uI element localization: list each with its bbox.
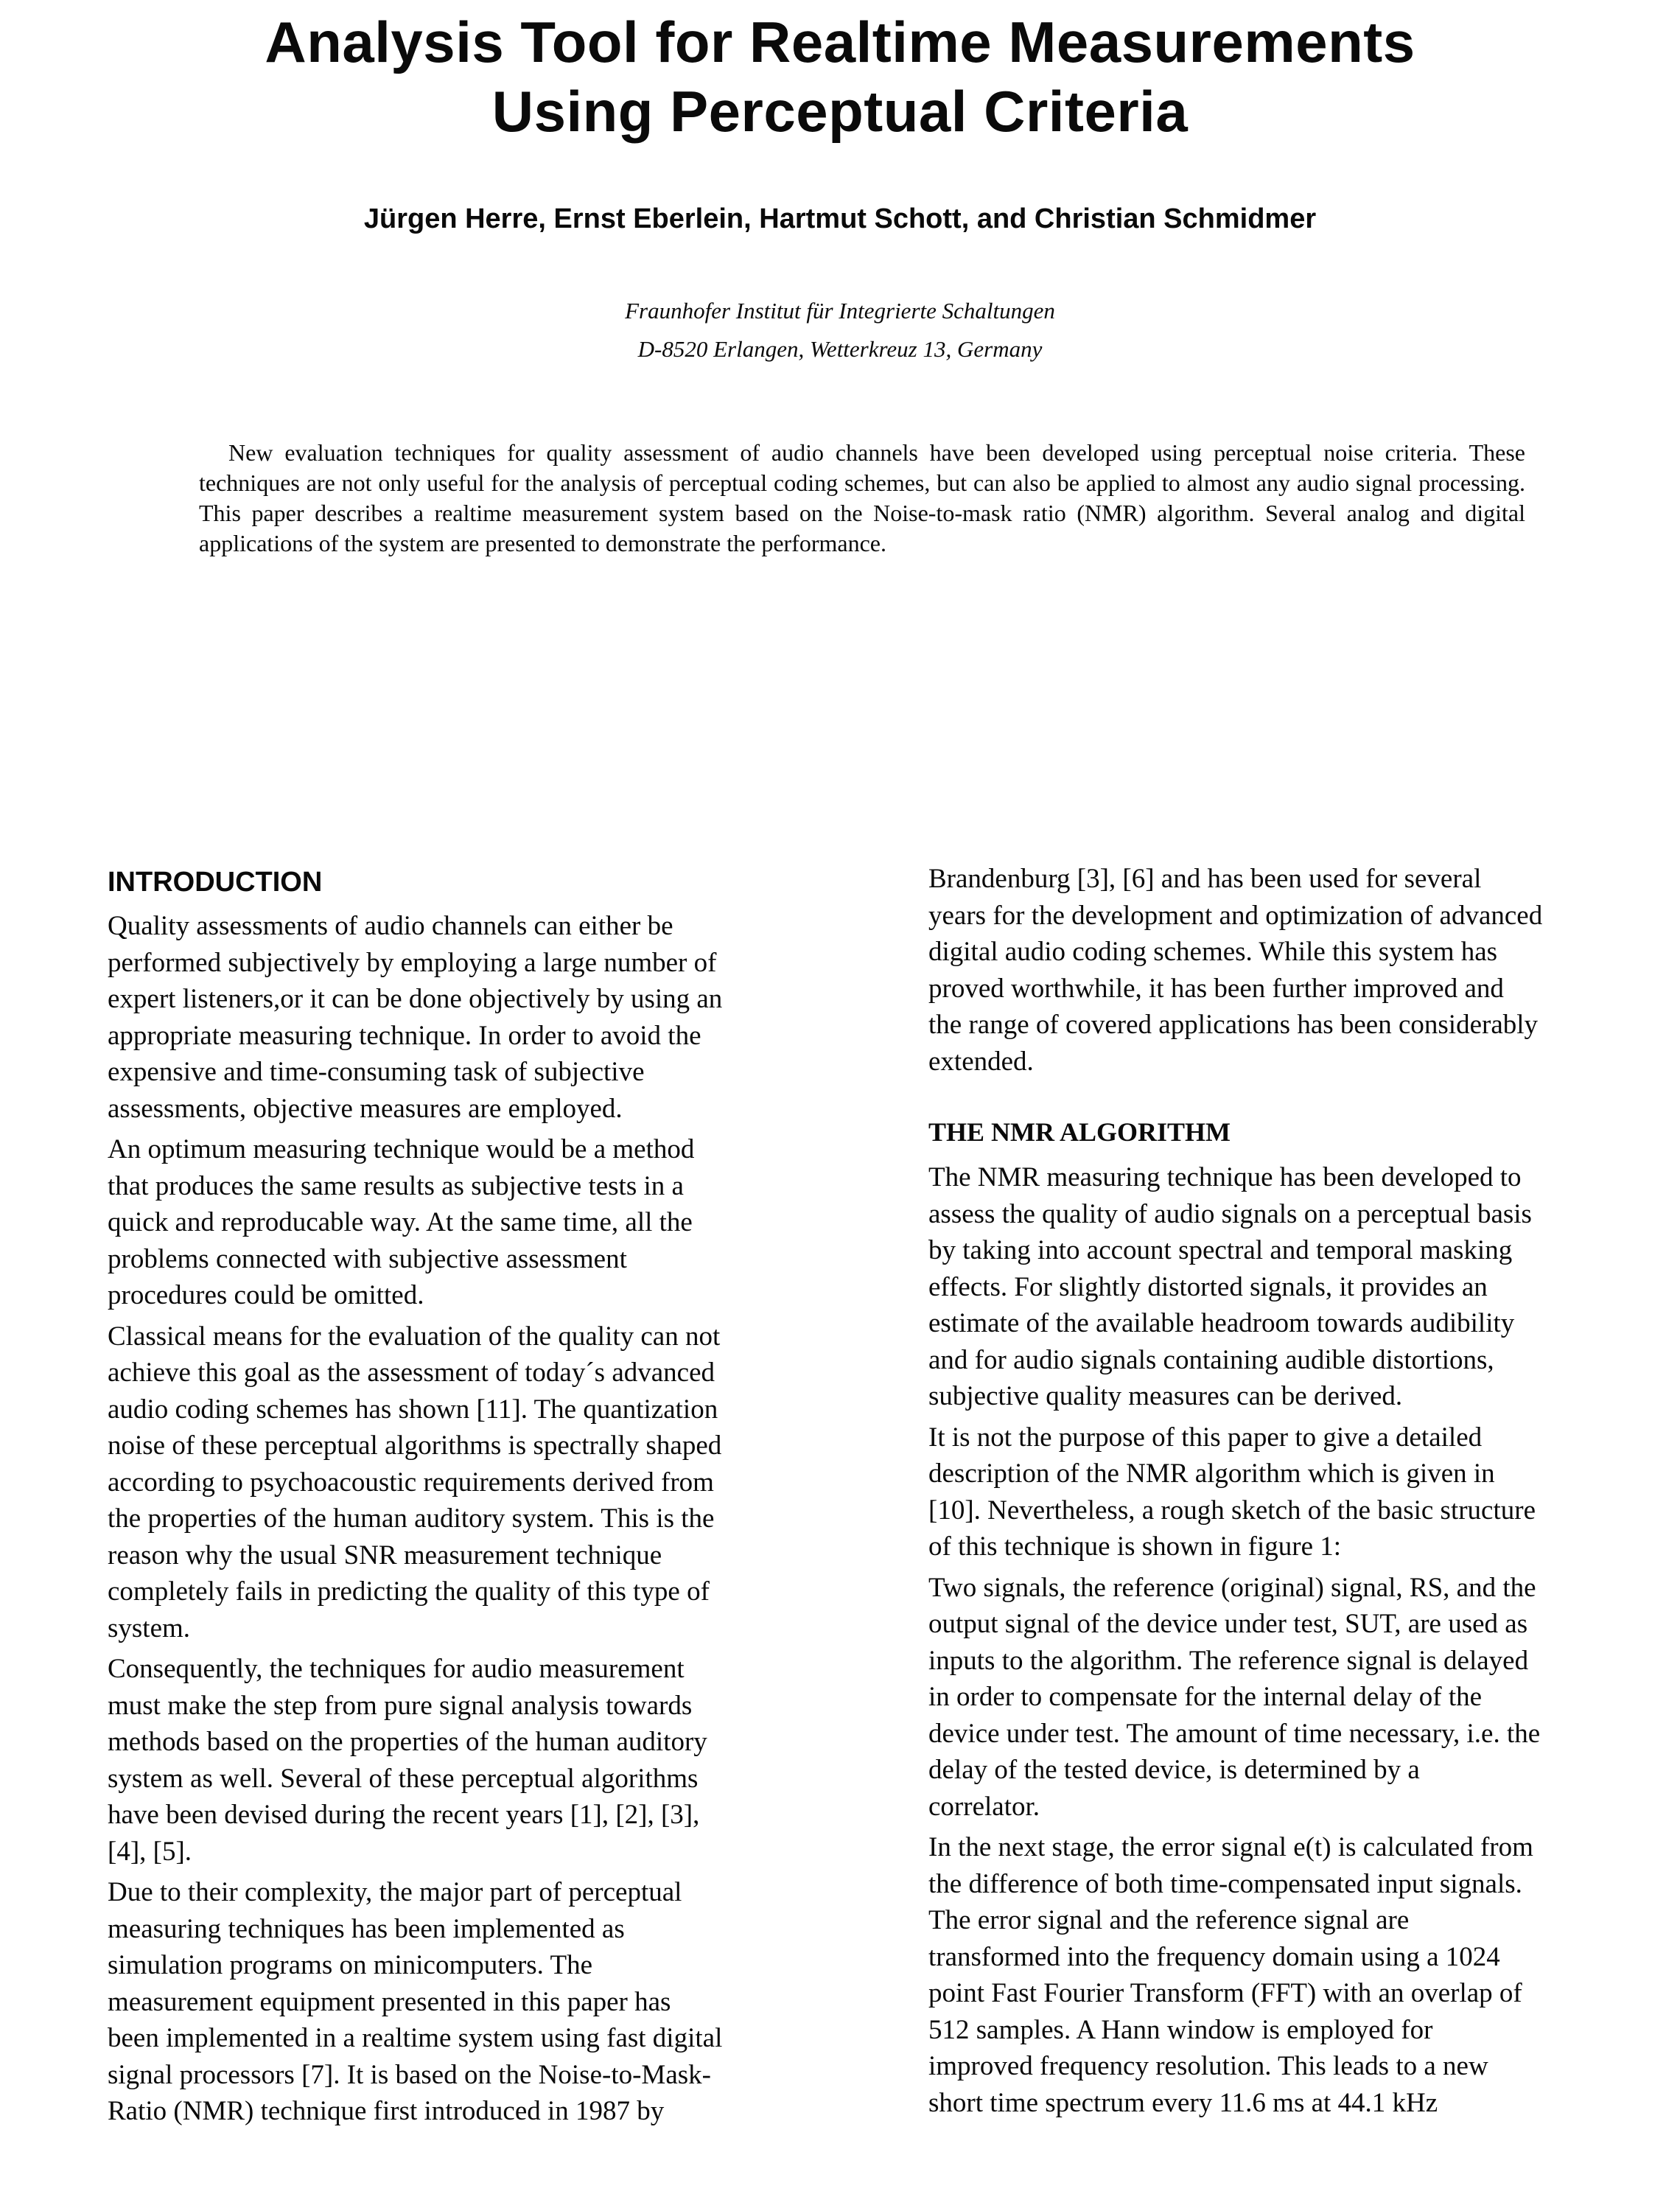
section-heading-introduction: INTRODUCTION: [108, 867, 323, 898]
intro-paragraph: Classical means for the evaluation of the quality can not achieve this goal as the assessment of today´s advanced audio coding schemes has shown [11]. The quantization noise of these perceptual algorithms is spectrally shaped according to psychoacoustic requirements derived from the properties of the human auditory system. This is the reason why the usual SNR measurement technique completely fails in predicting the quality of this type of system.: [108, 1321, 722, 1643]
intro-paragraph: Consequently, the techniques for audio measurement must make the step from pure signal analysis towards methods based on the properties of the human auditory system as well. Several of these perceptual algorithms have been devised during the recent years [1], [2], [3], [4], [5].: [108, 1654, 707, 1867]
affiliation-institute: Fraunhofer Institut für Integrierte Schaltungen: [625, 298, 1055, 324]
section-spacer: [928, 1084, 1632, 1114]
author-list: Jürgen Herre, Ernst Eberlein, Hartmut Schott, and Christian Schmidmer: [363, 203, 1317, 234]
paper-title-line-1: Analysis Tool for Realtime Measurements: [265, 10, 1415, 74]
right-column: [928, 861, 1632, 2125]
nmr-paragraph: It is not the purpose of this paper to give a detailed description of the NMR algorithm which is given in [10]. Nevertheless, a rough sketch of the basic structure of this technique is shown in figure 1:: [928, 1422, 1536, 1562]
affiliation-address: D-8520 Erlangen, Wetterkreuz 13, Germany: [637, 336, 1043, 362]
intro-paragraph: Due to their complexity, the major part of perceptual measuring techniques has been implemented as simulation programs on minicomputers. The measurement equipment presented in this paper has been implemented in a realtime system using fast digital signal processors [7]. It is based on the Noise-to-Mask- Ratio (NMR) technique first introduced in 1987 by: [108, 1877, 723, 2126]
section-heading-nmr-algorithm: THE NMR ALGORITHM: [928, 1117, 1231, 1147]
paper-title-line-2: Using Perceptual Criteria: [491, 79, 1189, 144]
nmr-paragraph: The NMR measuring technique has been developed to assess the quality of audio signals on a perceptual basis by taking into account spectral and temporal masking effects. For slightly distorted signals, it provides an estimate of the available headroom towards audibility and for audio signals containing audible distortions, subjective quality measures can be derived.: [928, 1162, 1532, 1411]
left-column: [108, 864, 811, 2134]
nmr-paragraph: Two signals, the reference (original) signal, RS, and the output signal of the device under test, SUT, are used as inputs to the algorithm. The reference signal is delayed in order to compensate for the internal delay of the device under test. The amount of time necessary, i.e. the delay of the tested device, is determined by a correlator.: [928, 1572, 1541, 1822]
nmr-paragraph: In the next stage, the error signal e(t) is calculated from the difference of both time-compensated input signals. The error signal and the reference signal are transformed into the frequency domain using a 1024 point Fast Fourier Transform (FFT) with an overlap of 512 samples. A Hann window is employed for improved frequency resolution. This leads to a new short time spectrum every 11.6 ms at 44.1 kHz: [928, 1832, 1533, 2118]
intro-paragraph: An optimum measuring technique would be a method that produces the same results as subjective tests in a quick and reproducable way. At the same time, all the problems connected with subjective assessment procedures could be omitted.: [108, 1134, 695, 1310]
abstract: New evaluation techniques for quality assessment of audio channels have been developed using perceptual noise criteria. These techniques are not only useful for the analysis of perceptual coding schemes, but can also be applied to almost any audio signal processing. This paper describes a realtime measurement system based on the Noise-to-mask ratio (NMR) algorithm. Several analog and digital applications of the system are presented to demonstrate the performance.: [199, 439, 1525, 556]
intro-paragraph: Quality assessments of audio channels can either be performed subjectively by employing a large number of expert listeners,or it can be done objectively by using an appropriate measuring technique. In order to avoid the expensive and time-consuming task of subjective assessments, objective measures are employed.: [108, 911, 723, 1124]
intro-continuation-paragraph: Brandenburg [3], [6] and has been used for several years for the development and optimization of advanced digital audio coding schemes. While this system has proved worthwhile, it has been further improved and the range of covered applications has been considerably extended.: [928, 864, 1543, 1077]
